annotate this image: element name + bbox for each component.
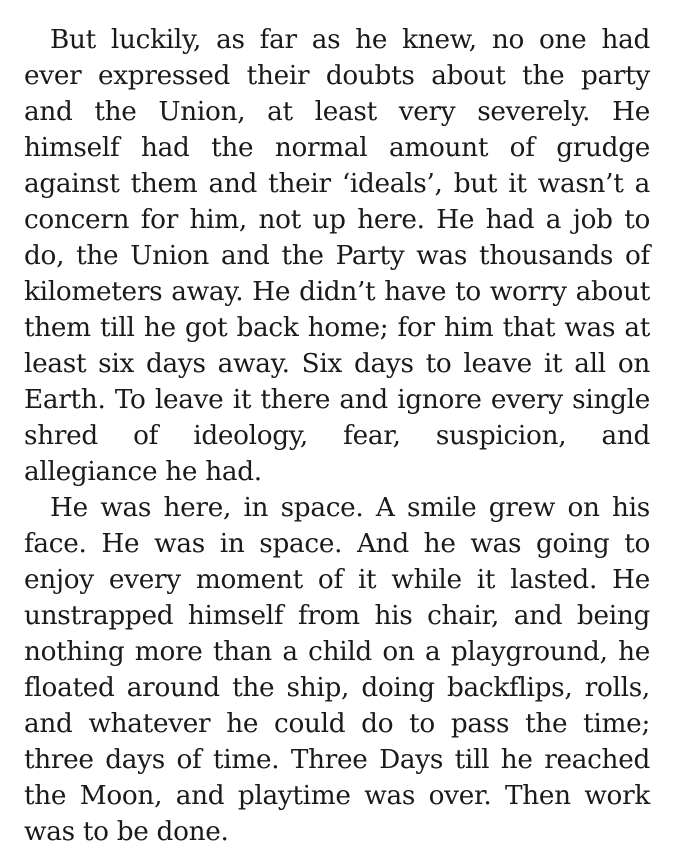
paragraph-2: He was here, in space. A smile grew on his face. He was in space. And he was going to enjoy every moment of it while it lasted. He unstrapped himself from his chair, and being nothing more than a child on a playground, he floated around the ship, doing backflips, rolls, and whatever he could do to pass the time; three days of time. Three Days till he reached the Moon, and playtime was over. Then work was to be done. <box>24 493 650 847</box>
document-page <box>24 22 650 850</box>
paragraph-1: But luckily, as far as he knew, no one had ever expressed their doubts about the party and the Union, at least very severely. He himself had the normal amount of grudge against them and their ‘ideals’, but it wasn’t a concern for him, not up here. He had a job to do, the Union and the Party was thousands of kilometers away. He didn’t have to worry about them till he got back home; for him that was at least six days away. Six days to leave it all on Earth. To leave it there and ignore every single shred of ideology, fear, suspicion, and allegiance he had. <box>24 25 650 487</box>
